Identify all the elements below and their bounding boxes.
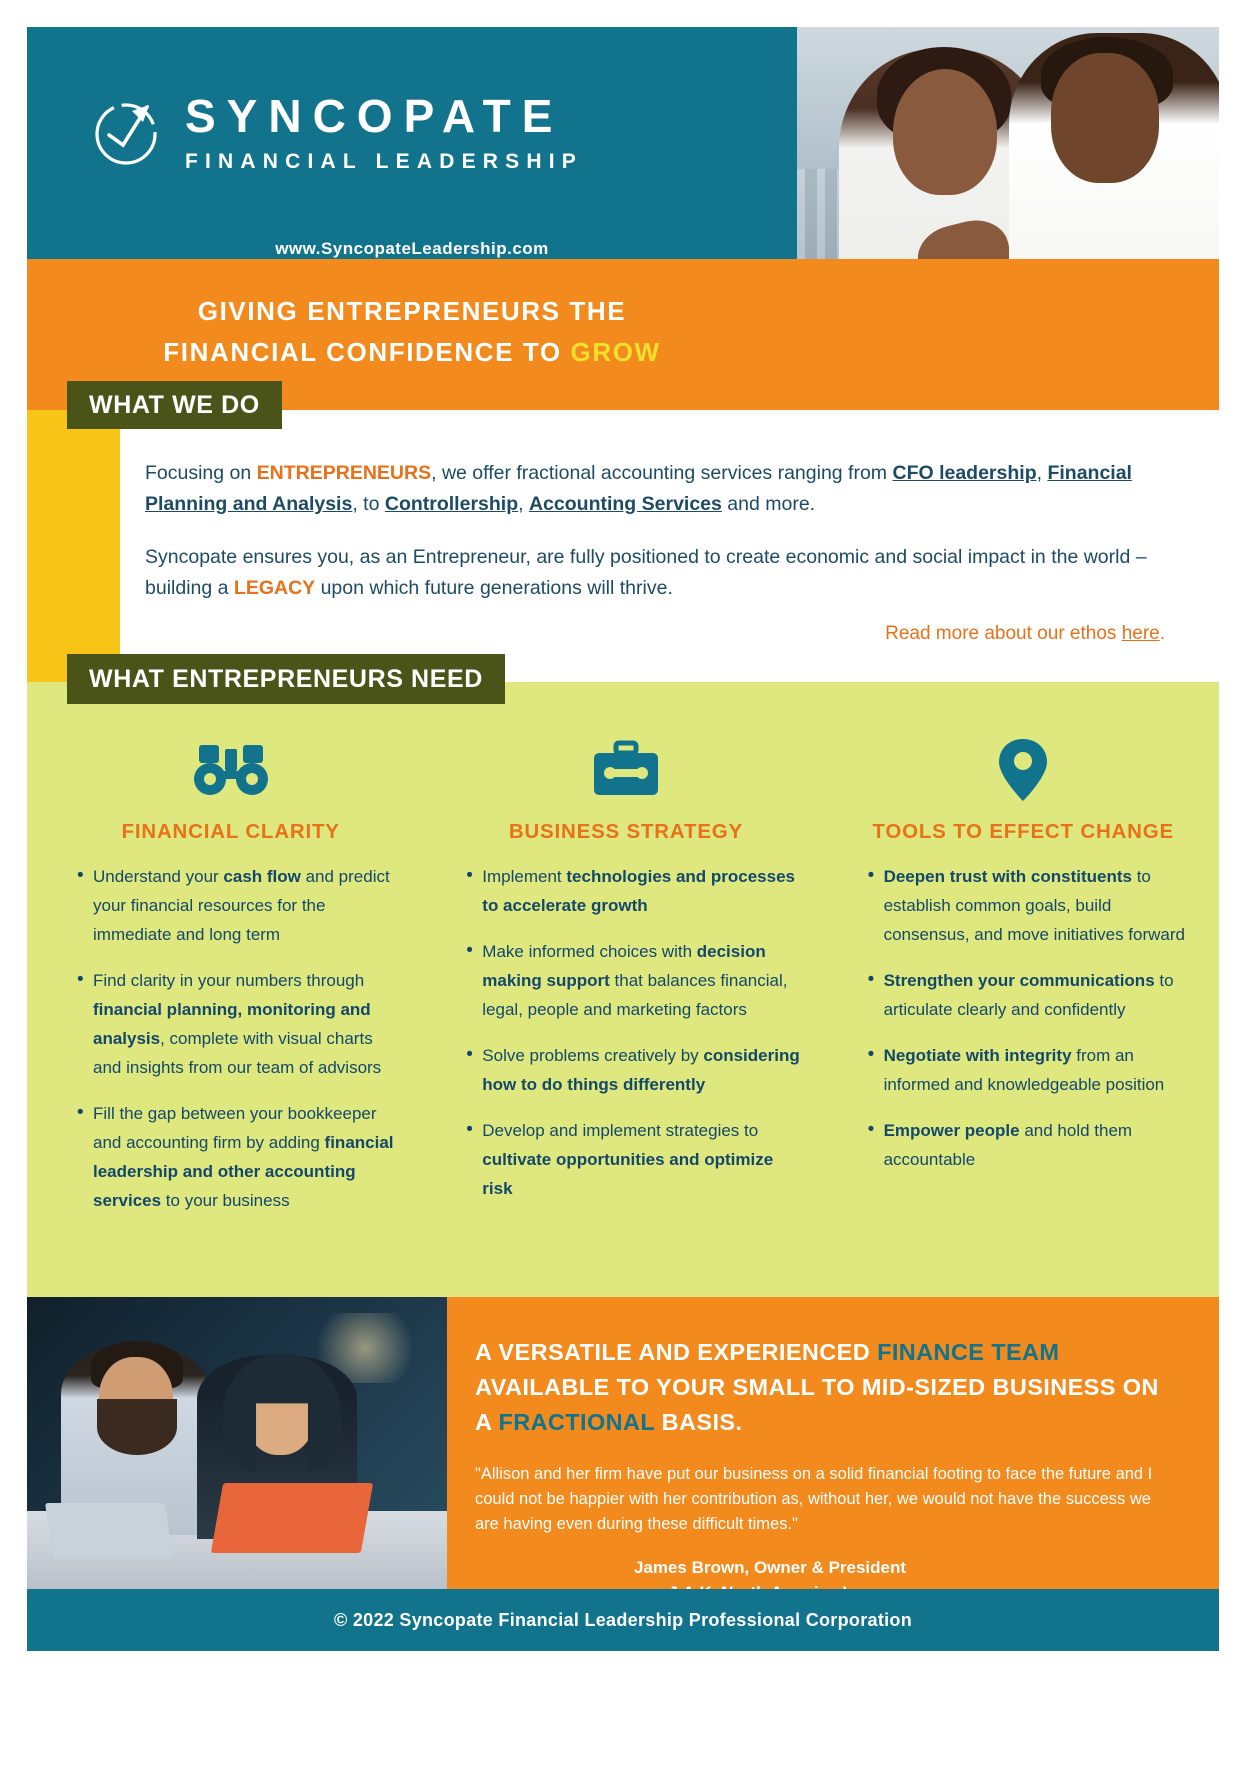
- bullet-text-end: that balances financial, legal, people and marketing factors: [482, 971, 788, 1019]
- team-photo-person-left-beard: [97, 1399, 177, 1455]
- what-we-do-paragraph-1: [145, 458, 1165, 520]
- wwd-p1-t2: , we offer fractional accounting services ranging from: [431, 462, 893, 484]
- bullet-text-end: and predict your financial resources for the immediate and long term: [93, 867, 390, 944]
- bullet-bold: Deepen trust with constituents: [883, 867, 1132, 886]
- list-item: [868, 1116, 1199, 1174]
- bullet-bold: financial planning, monitoring and analysis: [93, 1000, 371, 1048]
- photo-person-left-face: [893, 69, 997, 195]
- headline-fractional: FRACTIONAL: [498, 1409, 655, 1435]
- list-item: [868, 1041, 1199, 1099]
- read-more-text: Read more about our ethos: [885, 623, 1122, 644]
- brand-name: SYNCOPATE: [185, 89, 564, 142]
- bullet-list-business-strategy: [446, 862, 805, 1203]
- team-photo-laptop-right: [211, 1483, 373, 1553]
- bullet-bold: Strengthen your communications: [883, 971, 1155, 990]
- bullet-text-end: to articulate clearly and confidently: [883, 971, 1174, 1019]
- what-entrepreneurs-need-tab-label: WHAT ENTREPRENEURS NEED: [89, 664, 483, 693]
- list-item: [77, 862, 404, 949]
- photo-person-right-face: [1051, 53, 1159, 183]
- location-pin-icon: [848, 734, 1199, 806]
- list-item: [77, 966, 404, 1082]
- brand-text-block: [185, 89, 583, 173]
- what-we-do-section: [27, 390, 1219, 682]
- bullet-bold: cash flow: [223, 867, 301, 886]
- accounting-services-link[interactable]: Accounting Services: [528, 493, 722, 515]
- website-url[interactable]: www.SyncopateLeadership.com: [275, 239, 549, 258]
- wwd-p1-t6: and more.: [721, 493, 816, 515]
- wwd-p1-t1: Focusing on: [145, 462, 257, 484]
- headline-finance-team: FINANCE TEAM: [877, 1339, 1060, 1365]
- bullet-bold: Empower people: [883, 1121, 1020, 1140]
- testimonial-content: [475, 1335, 1175, 1605]
- list-item: [77, 1099, 404, 1215]
- list-item: [466, 1116, 805, 1203]
- list-item: [868, 862, 1199, 949]
- what-we-do-tab: [67, 381, 282, 429]
- headline-t2: AVAILABLE TO YOUR SMALL TO MID-SIZED BUSINESS ON A: [475, 1374, 1159, 1435]
- tagline-line-1: GIVING ENTREPRENEURS THE: [197, 296, 627, 326]
- wwd-entrepreneurs-word: ENTREPRENEURS: [256, 462, 432, 484]
- needs-columns: [27, 734, 1219, 1232]
- bullet-text: Implement: [482, 867, 567, 886]
- team-photo-laptop-left: [45, 1503, 173, 1559]
- tagline-line-2: [27, 332, 797, 373]
- wwd-p2-t2: upon which future generations will thrive.: [315, 577, 673, 599]
- bullet-text-end: to establish common goals, build consensus, and move initiatives forward: [883, 867, 1185, 944]
- read-more-line: [145, 618, 1165, 649]
- testimonial-author: James Brown, Owner & President: [633, 1558, 907, 1577]
- footer: [27, 1589, 1219, 1651]
- yellow-accent-strip: [27, 410, 120, 682]
- wwd-p1-t3: ,: [1036, 462, 1048, 484]
- bullet-text-end: , complete with visual charts and insights from our team of advisors: [93, 1029, 382, 1077]
- column-title-tools-to-effect-change: TOOLS TO EFFECT CHANGE: [872, 820, 1174, 843]
- what-entrepreneurs-need-section: [27, 664, 1219, 1297]
- what-we-do-paragraph-2: [145, 542, 1165, 604]
- bullet-text: Understand your: [93, 867, 224, 886]
- list-item: [466, 937, 805, 1024]
- needs-column-business-strategy: [424, 734, 821, 1232]
- controllership-link[interactable]: Controllership: [384, 493, 519, 515]
- bullet-bold: decision making support: [482, 942, 766, 990]
- circle-checkmark-logo-icon: [85, 91, 167, 173]
- briefcase-icon: [446, 734, 805, 806]
- brand-subtitle: FINANCIAL LEADERSHIP: [185, 149, 583, 173]
- column-title-business-strategy: BUSINESS STRATEGY: [508, 820, 744, 843]
- bullet-bold: cultivate opportunities and optimize risk: [482, 1150, 774, 1198]
- brand-lockup: [85, 91, 583, 173]
- bullet-bold: considering how to do things differently: [482, 1046, 800, 1094]
- list-item: [466, 862, 805, 920]
- team-photo: [27, 1297, 447, 1589]
- what-we-do-tab-label: WHAT WE DO: [89, 390, 260, 419]
- read-more-here-link[interactable]: here: [1121, 623, 1160, 644]
- headline-t1: A VERSATILE AND EXPERIENCED: [475, 1339, 878, 1365]
- needs-column-financial-clarity: [27, 734, 424, 1232]
- column-title-financial-clarity: FINANCIAL CLARITY: [121, 820, 340, 843]
- bullet-bold: financial leadership and other accounting services: [93, 1133, 394, 1210]
- bullet-text-end: to your business: [161, 1191, 290, 1210]
- bullet-list-financial-clarity: [57, 862, 404, 1215]
- bullet-bold: technologies and processes to accelerate growth: [482, 867, 796, 915]
- bullet-bold: Negotiate with integrity: [883, 1046, 1072, 1065]
- header: [27, 27, 1219, 259]
- list-item: [868, 966, 1199, 1024]
- tagline: [27, 291, 797, 373]
- read-more-period: .: [1159, 623, 1165, 644]
- bullet-text-end: from an informed and knowledgeable position: [883, 1046, 1165, 1094]
- testimonial-quote: "Allison and her firm have put our business on a solid financial footing to face the future and I could not be happier with her contribution as, without her, we would not have the success we are having even during these difficult times.": [475, 1465, 1153, 1533]
- bullet-text: Solve problems creatively by: [482, 1046, 704, 1065]
- bullet-text: Make informed choices with: [482, 942, 697, 961]
- tagline-line-2-text: FINANCIAL CONFIDENCE TO: [163, 337, 571, 367]
- flyer-page: [27, 27, 1219, 1740]
- testimonial-headline: [475, 1335, 1175, 1440]
- testimonial-section: [27, 1297, 1219, 1589]
- bullet-list-tools-to-effect-change: [848, 862, 1199, 1174]
- footer-copyright: © 2022 Syncopate Financial Leadership Professional Corporation: [333, 1609, 912, 1630]
- wwd-p2-t1: Syncopate ensures you, as an Entrepreneur, are fully positioned to create economic and social impact in the world – building a: [145, 546, 1147, 599]
- bullet-text: Find clarity in your numbers through: [93, 971, 365, 990]
- wwd-legacy-word: LEGACY: [233, 577, 316, 599]
- wwd-p1-t4: , to: [352, 493, 385, 515]
- fpa-link[interactable]: Financial Planning and Analysis: [145, 462, 1132, 515]
- what-we-do-body: [145, 458, 1165, 649]
- bullet-text-end: and hold them accountable: [883, 1121, 1133, 1169]
- needs-column-tools-to-effect-change: [822, 734, 1219, 1232]
- wwd-p1-t5: ,: [518, 493, 529, 515]
- list-item: [466, 1041, 805, 1099]
- cfo-leadership-link[interactable]: CFO leadership: [892, 462, 1037, 484]
- tagline-grow-word: GROW: [570, 337, 661, 367]
- binoculars-icon: [57, 734, 404, 806]
- what-entrepreneurs-need-tab: [67, 654, 505, 704]
- bullet-text: Fill the gap between your bookkeeper and accounting firm by adding: [93, 1104, 377, 1152]
- logo-area: [27, 27, 797, 259]
- bullet-text: Develop and implement strategies to: [482, 1121, 759, 1140]
- headline-t3: BASIS.: [654, 1409, 743, 1435]
